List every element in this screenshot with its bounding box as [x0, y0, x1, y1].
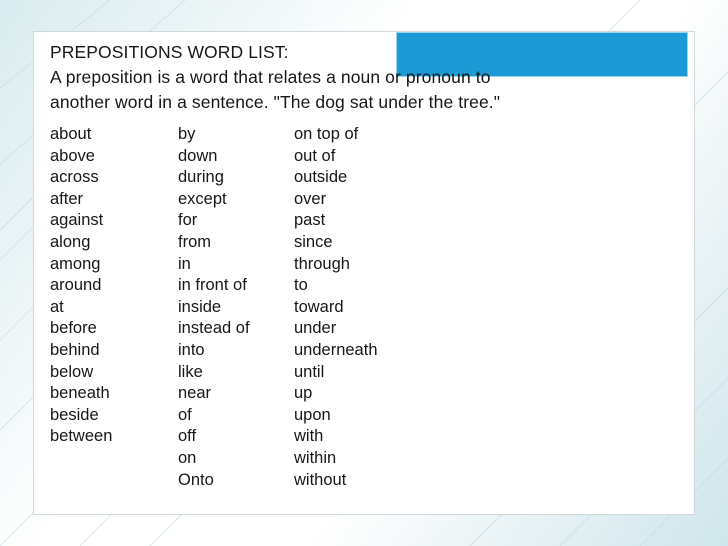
word-item: against	[50, 211, 104, 230]
definition-line-1: A preposition is a word that relates a noun or pronoun to	[50, 67, 491, 87]
word-item: on	[178, 448, 197, 467]
word-item: without	[294, 470, 347, 489]
word-item: instead of	[178, 319, 250, 338]
word-list-columns	[50, 124, 474, 491]
definition-line-2: another word in a sentence. "The dog sat under the tree."	[50, 92, 501, 112]
word-item: underneath	[294, 340, 378, 359]
word-item: past	[294, 211, 326, 230]
word-item: to	[294, 276, 308, 295]
word-item: with	[294, 427, 324, 446]
word-item: behind	[50, 340, 100, 359]
heading-block	[50, 40, 650, 115]
content-card	[33, 31, 695, 515]
word-item: across	[50, 168, 99, 187]
word-item: up	[294, 384, 313, 403]
word-item: through	[294, 254, 350, 273]
word-item: about	[50, 125, 92, 143]
word-item: at	[50, 297, 64, 316]
word-item: outside	[294, 168, 348, 187]
word-item: like	[178, 362, 203, 381]
word-item: toward	[294, 297, 344, 316]
word-item: under	[294, 319, 337, 338]
word-item: upon	[294, 405, 331, 424]
word-column-3	[294, 124, 474, 491]
word-item: before	[50, 319, 97, 338]
word-item: along	[50, 232, 91, 251]
word-item: into	[178, 340, 205, 359]
word-item: inside	[178, 297, 222, 316]
word-item: beside	[50, 405, 99, 424]
word-item: by	[178, 125, 196, 143]
word-item: until	[294, 362, 325, 381]
word-item: since	[294, 232, 333, 251]
word-item: Onto	[178, 470, 214, 489]
word-column-2	[178, 124, 294, 491]
word-item: between	[50, 427, 113, 446]
word-item: below	[50, 362, 94, 381]
word-item: on top of	[294, 125, 359, 143]
word-item: near	[178, 384, 212, 403]
word-item: among	[50, 254, 101, 273]
word-item: of	[178, 405, 192, 424]
word-item: over	[294, 189, 327, 208]
word-item: off	[178, 427, 197, 446]
word-item: down	[178, 146, 218, 165]
word-item: from	[178, 232, 211, 251]
word-item: in front of	[178, 276, 247, 295]
word-item: beneath	[50, 384, 110, 403]
word-item: after	[50, 189, 84, 208]
word-item: during	[178, 168, 224, 187]
word-item: above	[50, 146, 95, 165]
word-item: out of	[294, 146, 336, 165]
word-item: except	[178, 189, 227, 208]
word-item: within	[294, 448, 337, 467]
word-item: for	[178, 211, 198, 230]
word-item: around	[50, 276, 102, 295]
word-column-1	[50, 124, 178, 491]
page-title: PREPOSITIONS WORD LIST:	[50, 42, 289, 62]
word-item: in	[178, 254, 191, 273]
